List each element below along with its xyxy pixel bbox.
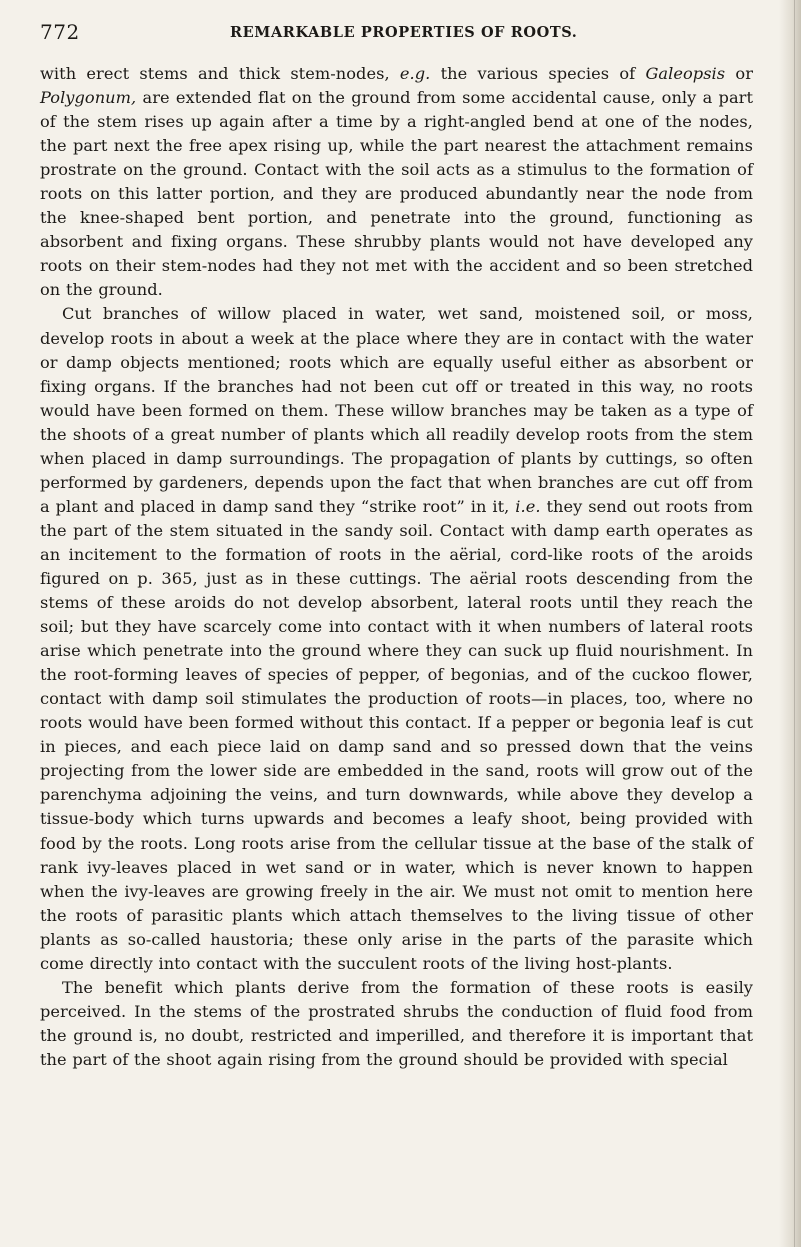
text-run: with erect stems and thick stem-nodes,	[40, 64, 400, 83]
italic-abbrev: e.g.	[399, 64, 431, 83]
page-edge-shadow	[779, 0, 801, 1247]
text-run: the various species of	[430, 64, 646, 83]
text-run: they send out roots from the part of the stem situated in the sandy soil. Contact with damp earth operates as an incitement to the formation of roots in the aërial, cord-like roots of the aroids figured on p. 365, just as in these cuttings. The aërial roots descending from the stems of these aroids do not develop absorbent, lateral roots until they reach the soil; but they have scarcely come into contact with it when numbers of lateral roots arise which penetrate into the ground where they can suck up fluid nourishment. In the root-forming leaves of species of pepper, of begonias, and of the cuckoo flower, contact with damp soil stimulates the production of roots—in places, too, where no roots would have been formed without this contact. If a pepper or begonia leaf is cut in pieces, and each piece laid on damp sand and so pressed down that the veins projecting from the lower side are embedded in the sand, roots will grow out of the parenchyma adjoining the veins, and turn downwards, while above they develop a tissue-body which turns upwards and becomes a leafy shoot, being provided with food by the roots. Long roots arise from the cellular tissue at the base of the stalk of rank ivy-leaves placed in wet sand or in water, which is never known to happen when the ivy-leaves are growing freely in the air. We must not omit to mention here the roots of parasitic plants which attach themselves to the living tissue of other plants as so-called haustoria; these only arise in the parts of the parasite which come directly into contact with the succulent roots of the living host-plants.	[40, 496, 753, 973]
page-number: 772	[40, 20, 80, 44]
italic-abbrev: i.e.	[515, 496, 541, 516]
genus-name-polygonum: Polygonum,	[40, 88, 137, 108]
paragraph-willow	[40, 302, 753, 975]
running-head: REMARKABLE PROPERTIES OF ROOTS.	[230, 24, 578, 41]
paragraph-benefit: The benefit which plants derive from the formation of these roots is easily perceived. In the stems of the prostrated shrubs the conduction of fluid food from the ground is, no doubt, restricted and imperilled, and therefore it is important that the part of the shoot again rising from the ground should be provided with special	[40, 977, 753, 1069]
page-edge-line	[794, 0, 795, 1247]
body-text	[40, 62, 753, 1072]
genus-name-galeopsis: Galeopsis	[645, 64, 726, 83]
paragraph-continued	[40, 62, 753, 302]
text-run: or	[725, 64, 754, 83]
text-run: are extended flat on the ground from some accidental cause, only a part of the stem rises up again after a time by a right-angled bend at one of the nodes, the part next the free apex rising up, while the part nearest the attachment remains prostrate on the ground. Contact with the soil acts as a stimulus to the formation of roots on this latter portion, and they are produced abundantly near the node from the knee-shaped bent portion, and penetrate into the ground, functioning as absorbent and fixing organs. These shrubby plants would not have developed any roots on their stem-nodes had they not met with the accident and so been stretched on the ground.	[40, 88, 753, 300]
text-run: Cut branches of willow placed in water, wet sand, moistened soil, or moss, develop roots in about a week at the place where they are in contact with the water or damp objects mentioned; roots which are equally useful either as absorbent or fixing organs. If the branches had not been cut off or treated in this way, no roots would have been formed on them. These willow branches may be taken as a type of the shoots of a great number of plants which all readily develop roots from the stem when placed in damp surroundings. The propagation of plants by cuttings, so often performed by gardeners, depends upon the fact that when branches are cut off from a plant and placed in damp sand they “strike root” in it,	[40, 304, 753, 516]
